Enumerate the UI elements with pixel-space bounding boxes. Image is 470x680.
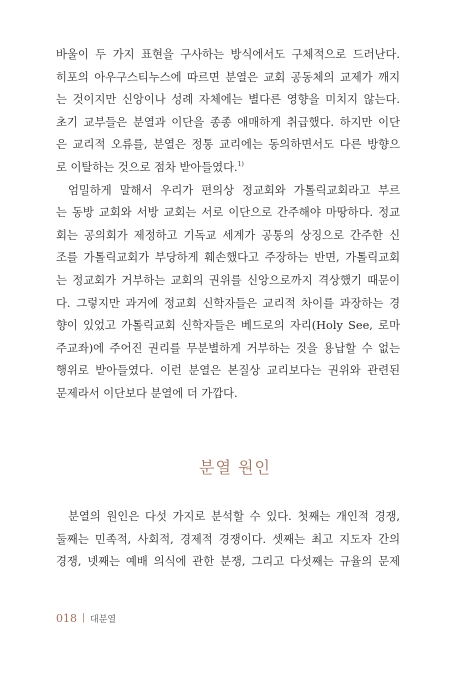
- text-line: 행위로 받아들였다. 이런 분열은 본질상 교리보다는 권위와 관련된: [56, 364, 400, 378]
- text-line: 는 것이지만 신앙이나 성례 자체에는 별다른 영향을 미치지 않는다.: [56, 93, 400, 107]
- text-line: 는 동방 교회와 서방 교회는 서로 이단으로 간주해야 마땅하다. 정교: [56, 206, 400, 220]
- footer-separator: |: [82, 613, 86, 623]
- text-line: 초기 교부들은 분열과 이단을 종종 애매하게 취급했다. 하지만 이단: [56, 115, 400, 129]
- text-line: 는 정교회가 거부하는 교회의 권위를 신앙으로까지 격상했기 때문이: [56, 273, 400, 287]
- text-line: 히포의 아우구스티누스에 따르면 분열은 교회 공동체의 교제가 깨지: [56, 70, 400, 84]
- text-line: 다. 그렇지만 과거에 정교회 신학자들은 교리적 차이를 과장하는 경: [56, 296, 400, 310]
- text-line: 조를 가톨릭교회가 부당하게 훼손했다고 주장하는 반면, 가톨릭교회: [56, 251, 400, 265]
- text-line: 은 교리적 오류를, 분열은 정통 교리에는 동의하면서도 다른 방향으: [56, 138, 400, 152]
- book-title: 대분열: [90, 615, 117, 625]
- page-number: 018: [56, 612, 77, 625]
- section-heading: 분열 원인: [199, 458, 271, 477]
- footnote-marker: 1): [237, 160, 244, 168]
- text-line-content: 로 이탈하는 것으로 점차 받아들였다.: [56, 160, 238, 174]
- text-line: 둘째는 민족적, 사회적, 경제적 경쟁이다. 셋째는 최고 지도자 간의: [56, 532, 400, 546]
- text-line: 향이 있었고 가톨릭교회 신학자들은 베드로의 자리(Holy See, 로마: [56, 319, 400, 333]
- text-line: 분열의 원인은 다섯 가지로 분석할 수 있다. 첫째는 개인적 경쟁,: [68, 510, 400, 523]
- text-line: 회는 공의회가 제정하고 기독교 세계가 공통의 상징으로 간주한 신: [56, 228, 400, 242]
- section-text-block: [56, 506, 400, 574]
- page-footer: [56, 612, 116, 625]
- text-line: 엄밀하게 말해서 우리가 편의상 정교회와 가톨릭교회라고 부르: [68, 183, 400, 197]
- text-line: [56, 157, 400, 180]
- text-line: 문제라서 이단보다 분열에 더 가깝다.: [56, 386, 238, 400]
- text-line: 바울이 두 가지 표현을 구사하는 방식에서도 구체적으로 드러난다.: [56, 48, 400, 61]
- main-text-block: [56, 44, 400, 406]
- text-line: 경쟁, 넷째는 예배 의식에 관한 분쟁, 그리고 다섯째는 규율의 문제: [56, 555, 400, 569]
- text-line: 주교좌)에 주어진 권리를 무분별하게 거부하는 것을 용납할 수 없는: [56, 341, 400, 355]
